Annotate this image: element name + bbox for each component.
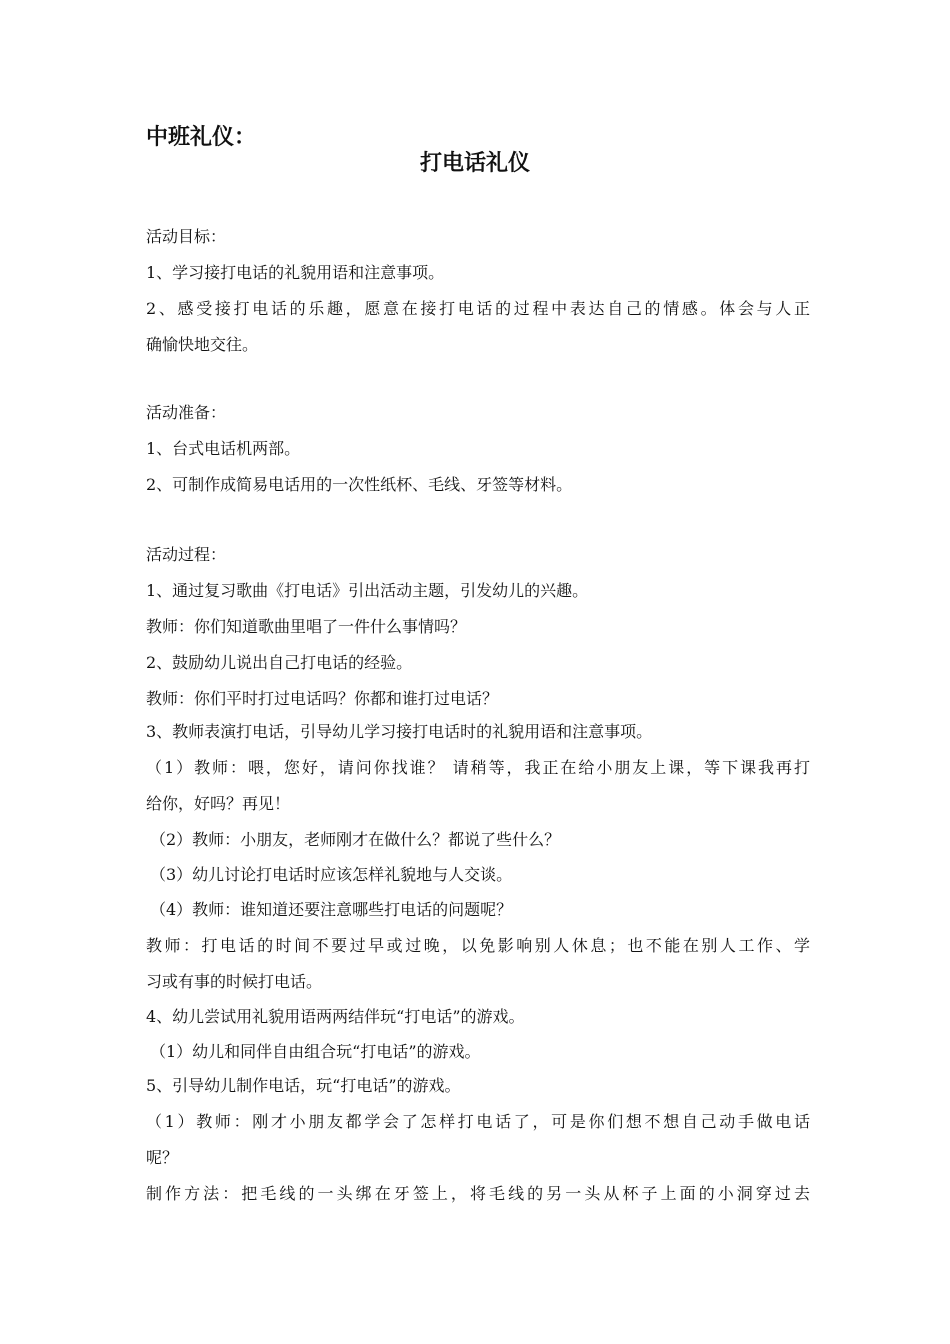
process-line-5: 3、教师表演打电话，引导幼儿学习接打电话时的礼貌用语和注意事项。 <box>146 722 653 741</box>
process-line-15: 5、引导幼儿制作电话，玩“打电话”的游戏。 <box>146 1076 461 1095</box>
process-line-4: 教师：你们平时打过电话吗？你都和谁打过电话？ <box>146 689 499 708</box>
process-line-6: （1）教师：喂，您好，请问你找谁？ 请稍等，我正在给小朋友上课，等下课我再打 <box>146 758 810 777</box>
process-line-9: （3）幼儿讨论打电话时应该怎样礼貌地与人交谈。 <box>150 865 513 884</box>
goals-heading: 活动目标： <box>146 227 227 246</box>
process-line-18: 制作方法：把毛线的一头绑在牙签上，将毛线的另一头从杯子上面的小洞穿过去 <box>146 1184 810 1203</box>
preparation-heading: 活动准备： <box>146 403 227 422</box>
process-line-2: 教师：你们知道歌曲里唱了一件什么事情吗？ <box>146 617 467 636</box>
process-line-3: 2、鼓励幼儿说出自己打电话的经验。 <box>146 653 413 672</box>
process-line-13: 4、幼儿尝试用礼貌用语两两结伴玩“打电话”的游戏。 <box>146 1007 525 1026</box>
process-line-17: 呢？ <box>146 1148 179 1167</box>
document-subtitle: 打电话礼仪 <box>419 150 530 176</box>
process-line-8: （2）教师：小朋友，老师刚才在做什么？都说了些什么？ <box>150 830 561 849</box>
process-line-16: （1）教师：刚才小朋友都学会了怎样打电话了，可是你们想不想自己动手做电话 <box>146 1112 810 1131</box>
goals-item-1: 1、学习接打电话的礼貌用语和注意事项。 <box>146 263 445 282</box>
process-line-1: 1、通过复习歌曲《打电话》引出活动主题，引发幼儿的兴趣。 <box>146 581 589 600</box>
process-heading: 活动过程： <box>146 545 227 564</box>
process-line-10: （4）教师：谁知道还要注意哪些打电话的问题呢？ <box>150 900 513 919</box>
document-title: 中班礼仪： <box>146 124 257 150</box>
preparation-item-1: 1、台式电话机两部。 <box>146 439 301 458</box>
goals-item-2-line-2: 确愉快地交往。 <box>146 335 259 354</box>
process-line-11: 教师：打电话的时间不要过早或过晚，以免影响别人休息；也不能在别人工作、学 <box>146 936 810 955</box>
process-line-7: 给你，好吗？再见！ <box>146 794 291 813</box>
process-line-12: 习或有事的时候打电话。 <box>146 972 323 991</box>
process-line-14: （1）幼儿和同伴自由组合玩“打电话”的游戏。 <box>150 1042 481 1061</box>
goals-item-2-line-1: 2、感受接打电话的乐趣，愿意在接打电话的过程中表达自己的情感。体会与人正 <box>146 299 810 318</box>
preparation-item-2: 2、可制作成简易电话用的一次性纸杯、毛线、牙签等材料。 <box>146 475 573 494</box>
